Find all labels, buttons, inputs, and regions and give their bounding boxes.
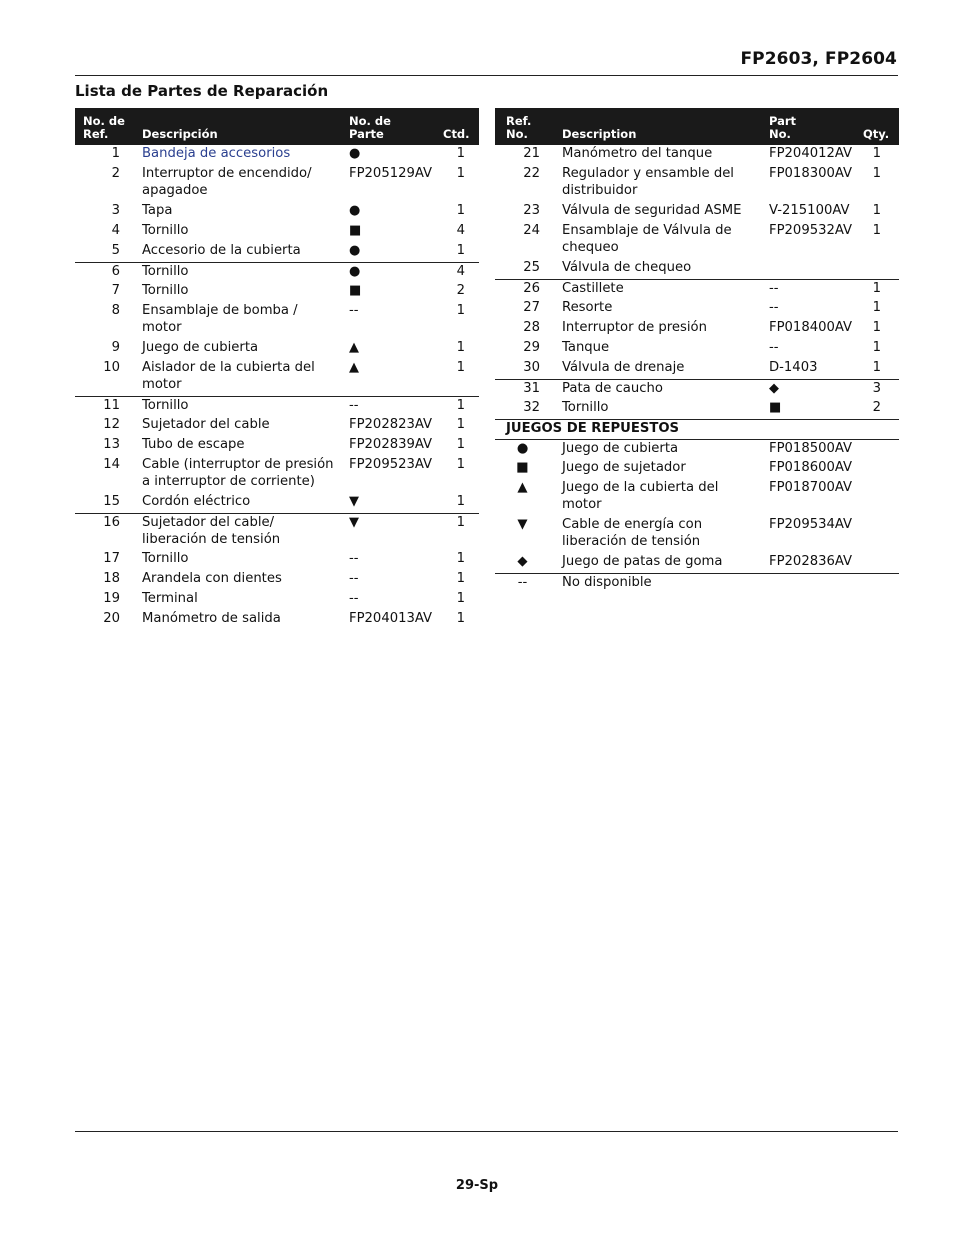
kit-symbol-icon: ■ (349, 283, 362, 298)
table-row (75, 610, 479, 630)
part-description: Ensamblaje de bomba / motor (142, 303, 298, 335)
kit-description: Juego de cubierta (562, 441, 679, 456)
kit-row (495, 439, 899, 459)
kits-title-row (495, 419, 899, 439)
part-number: D-1403 (769, 360, 818, 375)
ref-number: 29 (523, 340, 540, 355)
quantity: 4 (456, 223, 465, 238)
quantity: 1 (872, 223, 881, 238)
quantity: 1 (456, 591, 465, 606)
part-description: Aislador de la cubierta del motor (142, 360, 315, 392)
table-row (75, 396, 479, 416)
page-number: 29-Sp (455, 1178, 499, 1193)
kit-symbol-icon: ▲ (349, 340, 359, 355)
kit-symbol-icon: ▲ (349, 360, 359, 375)
table-row (75, 513, 479, 550)
kit-symbol-icon: ■ (769, 400, 782, 415)
quantity: 1 (872, 203, 881, 218)
table-row (75, 242, 479, 262)
part-description: Tornillo (142, 283, 189, 298)
ref-number: 13 (103, 437, 120, 452)
part-description: Válvula de chequeo (562, 260, 692, 275)
part-number: FP018400AV (769, 320, 853, 335)
part-description: Interruptor de encendido/ apagadoe (142, 166, 312, 198)
header-qty: Qty. (863, 127, 890, 141)
kit-description: Juego de patas de goma (562, 554, 723, 569)
ref-number: 24 (523, 223, 540, 238)
table-row (495, 319, 899, 339)
ref-number: 9 (111, 340, 120, 355)
ref-number: 26 (523, 281, 540, 296)
quantity: 1 (456, 166, 465, 181)
kit-symbol-icon: ■ (349, 223, 362, 238)
ref-number: 19 (103, 591, 120, 606)
header-rule (75, 75, 898, 76)
table-row (75, 145, 479, 165)
table-row (495, 202, 899, 222)
part-description: Cable (interruptor de presión a interruptor de corriente) (142, 457, 334, 489)
table-row (75, 222, 479, 242)
parts-table-right (495, 108, 899, 593)
ref-number: 8 (111, 303, 120, 318)
part-number: FP209532AV (769, 223, 853, 238)
kit-part-number: FP018500AV (769, 441, 853, 456)
part-number: FP202839AV (349, 437, 433, 452)
quantity: 1 (872, 300, 881, 315)
part-number: -- (349, 551, 359, 566)
kit-symbol-icon: ◆ (769, 381, 779, 396)
quantity: 1 (456, 303, 465, 318)
table-row (75, 550, 479, 570)
table-row (495, 339, 899, 359)
table-row (75, 590, 479, 610)
ref-number: 28 (523, 320, 540, 335)
quantity: 1 (872, 281, 881, 296)
quantity: 1 (456, 417, 465, 432)
part-description: Manómetro del tanque (562, 146, 713, 161)
table-row (75, 339, 479, 359)
table-row (75, 202, 479, 222)
table-body (75, 145, 479, 630)
quantity: 1 (456, 515, 465, 530)
quantity: 1 (456, 203, 465, 218)
part-number: FP202823AV (349, 417, 433, 432)
ref-number: 20 (103, 611, 120, 626)
kit-part-number: FP202836AV (769, 554, 853, 569)
ref-number: 2 (111, 166, 120, 181)
not-available-marker: -- (517, 575, 528, 590)
part-description: Válvula de drenaje (562, 360, 685, 375)
ref-number: 16 (103, 515, 120, 530)
part-description: Tornillo (142, 264, 189, 279)
part-number: -- (349, 398, 359, 413)
ref-number: 7 (111, 283, 120, 298)
kit-symbol-icon: ◆ (517, 554, 528, 569)
ref-number: 11 (103, 398, 120, 413)
part-description: Interruptor de presión (562, 320, 707, 335)
table-row (75, 262, 479, 282)
kit-symbol-icon: ■ (516, 460, 529, 475)
kit-symbol-icon: ● (349, 243, 361, 258)
table-row (495, 165, 899, 202)
part-number: -- (769, 340, 779, 355)
part-number: -- (349, 591, 359, 606)
kit-description: No disponible (562, 575, 652, 590)
kits-title: JUEGOS DE REPUESTOS (506, 421, 680, 436)
table-row (75, 302, 479, 339)
ref-number: 3 (111, 203, 120, 218)
header-desc: Descripción (142, 127, 218, 141)
ref-number: 17 (103, 551, 120, 566)
ref-number: 5 (111, 243, 120, 258)
table-row (75, 570, 479, 590)
ref-number: 25 (523, 260, 540, 275)
ref-number: 31 (523, 381, 540, 396)
part-number: FP018300AV (769, 166, 853, 181)
part-number: FP209523AV (349, 457, 433, 472)
ref-number: 22 (523, 166, 540, 181)
part-description: Tubo de escape (142, 437, 245, 452)
table-row (495, 359, 899, 379)
table-row (75, 416, 479, 436)
kit-description: Cable de energía con liberación de tensión (562, 517, 703, 549)
kit-symbol-icon: ▼ (349, 494, 359, 509)
part-number: -- (349, 303, 359, 318)
accessory-tray-link[interactable]: Bandeja de accesorios (142, 146, 291, 161)
ref-number: 23 (523, 203, 540, 218)
header-ref: Ref. No. (506, 114, 532, 141)
kit-row (495, 573, 899, 593)
ref-number: 27 (523, 300, 540, 315)
kit-row (495, 553, 899, 573)
header-ref: No. de Ref. (83, 114, 125, 141)
table-header (495, 108, 899, 145)
quantity: 3 (872, 381, 881, 396)
part-number: -- (769, 281, 779, 296)
part-description: Accesorio de la cubierta (142, 243, 301, 258)
header-part: Part No. (769, 114, 797, 141)
footer-rule (75, 1131, 898, 1132)
kit-symbol-icon: ● (349, 146, 361, 161)
table-header (75, 108, 479, 145)
ref-number: 1 (111, 146, 120, 161)
table-row (75, 456, 479, 493)
table-row (495, 299, 899, 319)
part-description: Terminal (142, 591, 198, 606)
quantity: 1 (872, 146, 881, 161)
part-description: Pata de caucho (562, 381, 663, 396)
kit-description: Juego de sujetador (562, 460, 686, 475)
part-description: Juego de cubierta (142, 340, 259, 355)
table-row (75, 165, 479, 202)
kit-symbol-icon: ▼ (349, 515, 359, 530)
table-row (75, 436, 479, 456)
quantity: 2 (456, 283, 465, 298)
header-part: No. de Parte (349, 114, 391, 141)
kit-symbol-icon: ● (349, 203, 361, 218)
table-row (495, 379, 899, 399)
part-description: Arandela con dientes (142, 571, 282, 586)
table-row (495, 222, 899, 259)
table-row (495, 399, 899, 419)
kit-row (495, 479, 899, 516)
part-number: FP204012AV (769, 146, 853, 161)
header-qty: Ctd. (443, 127, 470, 141)
kit-symbol-icon: ▲ (517, 480, 528, 495)
part-number: -- (769, 300, 779, 315)
quantity: 1 (872, 340, 881, 355)
quantity: 2 (872, 400, 881, 415)
quantity: 1 (456, 611, 465, 626)
quantity: 1 (872, 360, 881, 375)
quantity: 1 (456, 551, 465, 566)
ref-number: 6 (111, 264, 120, 279)
quantity: 1 (456, 360, 465, 375)
part-description: Resorte (562, 300, 613, 315)
ref-number: 21 (523, 146, 540, 161)
quantity: 4 (456, 264, 465, 279)
table-row (75, 359, 479, 396)
parts-table-left (75, 108, 479, 630)
quantity: 1 (872, 166, 881, 181)
quantity: 1 (872, 320, 881, 335)
ref-number: 12 (103, 417, 120, 432)
quantity: 1 (456, 146, 465, 161)
ref-number: 15 (103, 494, 120, 509)
part-description: Tanque (562, 340, 610, 355)
part-description: Regulador y ensamble del distribuidor (562, 166, 734, 198)
part-description: Tornillo (142, 223, 189, 238)
quantity: 1 (456, 437, 465, 452)
table-row (495, 259, 899, 279)
part-description: Cordón eléctrico (142, 494, 251, 509)
part-description: Tapa (142, 203, 173, 218)
quantity: 1 (456, 398, 465, 413)
part-description: Válvula de seguridad ASME (562, 203, 742, 218)
kit-symbol-icon: ● (349, 264, 361, 279)
part-number: V-215100AV (769, 203, 850, 218)
part-number: FP205129AV (349, 166, 433, 181)
part-description: Castillete (562, 281, 624, 296)
part-description: Sujetador del cable/ liberación de tensión (142, 515, 281, 547)
part-description: Tornillo (142, 398, 189, 413)
kit-part-number: FP209534AV (769, 517, 853, 532)
part-number: -- (349, 571, 359, 586)
table-body (495, 145, 899, 593)
quantity: 1 (456, 494, 465, 509)
table-row (495, 279, 899, 299)
ref-number: 18 (103, 571, 120, 586)
kit-row (495, 459, 899, 479)
quantity: 1 (456, 243, 465, 258)
table-row (495, 145, 899, 165)
kit-symbol-icon: ▼ (517, 517, 528, 532)
header-desc: Description (562, 127, 637, 141)
kit-part-number: FP018600AV (769, 460, 853, 475)
part-description: Tornillo (142, 551, 189, 566)
part-description: Sujetador del cable (142, 417, 270, 432)
table-row (75, 282, 479, 302)
kit-row (495, 516, 899, 553)
quantity: 1 (456, 457, 465, 472)
ref-number: 30 (523, 360, 540, 375)
section-title: Lista de Partes de Reparación (75, 82, 329, 100)
model-title: FP2603, FP2604 (740, 49, 897, 69)
quantity: 1 (456, 571, 465, 586)
part-description: Ensamblaje de Válvula de chequeo (562, 223, 732, 255)
ref-number: 4 (111, 223, 120, 238)
table-row (75, 493, 479, 513)
kit-description: Juego de la cubierta del motor (562, 480, 719, 512)
part-description: Tornillo (562, 400, 609, 415)
part-number: FP204013AV (349, 611, 433, 626)
quantity: 1 (456, 340, 465, 355)
ref-number: 14 (103, 457, 120, 472)
kit-part-number: FP018700AV (769, 480, 853, 495)
part-description: Manómetro de salida (142, 611, 281, 626)
ref-number: 32 (523, 400, 540, 415)
kit-symbol-icon: ● (516, 441, 529, 456)
ref-number: 10 (103, 360, 120, 375)
